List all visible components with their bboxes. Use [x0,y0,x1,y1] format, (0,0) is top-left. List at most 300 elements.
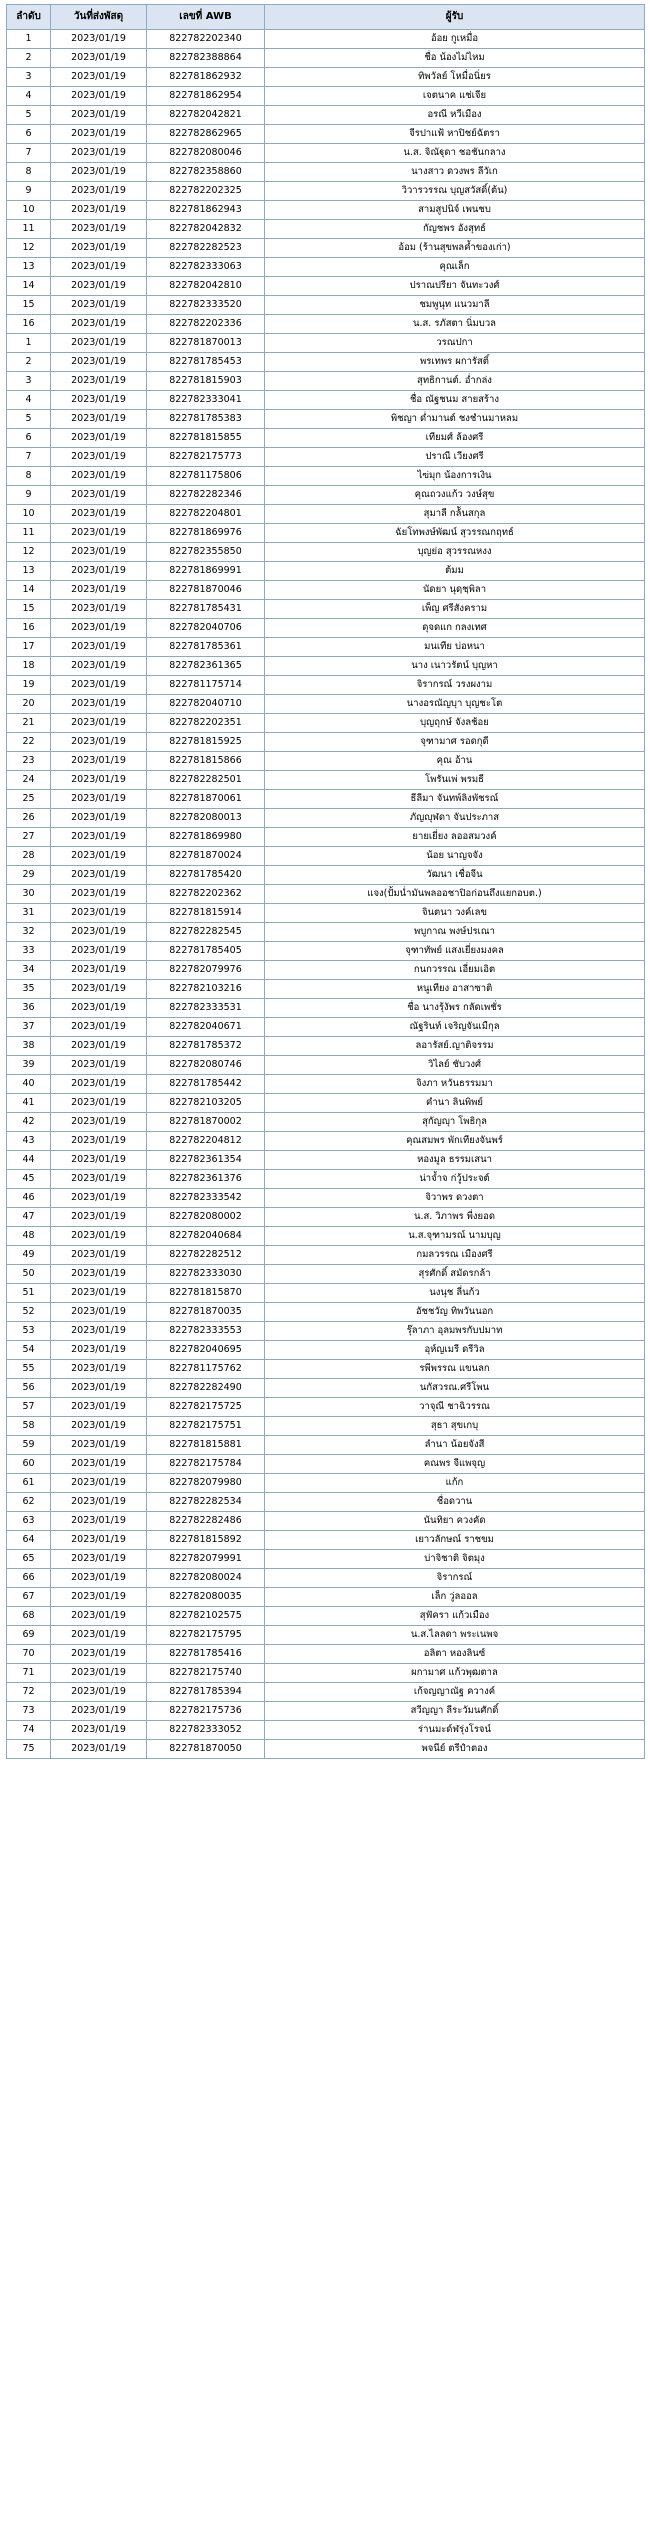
cell-no: 65 [7,1550,51,1569]
cell-recipient: น.ส. วิภาพร พี่งยอด [265,1208,645,1227]
cell-no: 52 [7,1303,51,1322]
cell-recipient: จินตนา วงค์เลข [265,904,645,923]
cell-recipient: น.ส. รภัสตา นิ่มบวล [265,315,645,334]
cell-awb: 822781862954 [147,87,265,106]
cell-ship-date: 2023/01/19 [51,1588,147,1607]
cell-awb: 822782042821 [147,106,265,125]
table-row [7,486,645,505]
cell-recipient: แจง(ปั้มน่ำมันพลออชาปิอก่อนถึงแยกอบต.) [265,885,645,904]
table-row [7,505,645,524]
table-row [7,429,645,448]
table-row [7,1094,645,1113]
cell-recipient: วรณปกา [265,334,645,353]
cell-recipient: ผกามาศ แก้วพุฒตาล [265,1664,645,1683]
cell-awb: 822781862943 [147,201,265,220]
cell-recipient: เพ็ญ ศรีสังคราม [265,600,645,619]
cell-ship-date: 2023/01/19 [51,657,147,676]
cell-no: 58 [7,1417,51,1436]
cell-awb: 822782080035 [147,1588,265,1607]
cell-awb: 822781175714 [147,676,265,695]
cell-recipient: คุณเล็ก [265,258,645,277]
table-row [7,999,645,1018]
cell-ship-date: 2023/01/19 [51,1322,147,1341]
cell-ship-date: 2023/01/19 [51,106,147,125]
cell-no: 15 [7,296,51,315]
cell-no: 61 [7,1474,51,1493]
cell-no: 49 [7,1246,51,1265]
table-row [7,220,645,239]
table-row [7,315,645,334]
cell-awb: 822782080013 [147,809,265,828]
table-row [7,1341,645,1360]
cell-awb: 822781785405 [147,942,265,961]
table-row [7,1265,645,1284]
cell-recipient: จิวาพร ดวงตา [265,1189,645,1208]
cell-ship-date: 2023/01/19 [51,828,147,847]
cell-ship-date: 2023/01/19 [51,771,147,790]
cell-recipient: อรณี หวีเมือง [265,106,645,125]
table-row [7,638,645,657]
cell-ship-date: 2023/01/19 [51,1227,147,1246]
table-row [7,410,645,429]
table-row [7,1531,645,1550]
cell-no: 12 [7,543,51,562]
table-row [7,1417,645,1436]
cell-ship-date: 2023/01/19 [51,1436,147,1455]
table-row [7,1284,645,1303]
table-row [7,1208,645,1227]
cell-recipient: นันทิยา ควงคัด [265,1512,645,1531]
cell-ship-date: 2023/01/19 [51,524,147,543]
cell-recipient: เทียมศ์ ล้องศรี [265,429,645,448]
cell-recipient: แก้ก [265,1474,645,1493]
cell-recipient: เล็ก วู่ลออล [265,1588,645,1607]
cell-ship-date: 2023/01/19 [51,619,147,638]
cell-ship-date: 2023/01/19 [51,1379,147,1398]
cell-recipient: บุญถุกษ์ จังลช้อย [265,714,645,733]
cell-recipient: น.ส.จุฑามรณ์ นามบุญ [265,1227,645,1246]
cell-awb: 822782040706 [147,619,265,638]
cell-awb: 822781815914 [147,904,265,923]
cell-no: 21 [7,714,51,733]
table-row [7,448,645,467]
cell-recipient: จุฑามาศ รอดกุดี [265,733,645,752]
cell-recipient: บุญย่อ สุวรรณหงง [265,543,645,562]
table-row [7,1360,645,1379]
column-header-recipient: ผู้รับ [265,5,645,30]
cell-awb: 822781785453 [147,353,265,372]
cell-awb: 822781815881 [147,1436,265,1455]
cell-ship-date: 2023/01/19 [51,733,147,752]
cell-awb: 822781175762 [147,1360,265,1379]
cell-no: 68 [7,1607,51,1626]
cell-recipient: จิรากรณ์ [265,1569,645,1588]
table-row [7,277,645,296]
cell-no: 44 [7,1151,51,1170]
cell-no: 70 [7,1645,51,1664]
cell-no: 67 [7,1588,51,1607]
table-row [7,847,645,866]
table-row [7,885,645,904]
cell-awb: 822781869980 [147,828,265,847]
table-row [7,1474,645,1493]
cell-no: 25 [7,790,51,809]
cell-awb: 822782080046 [147,144,265,163]
cell-recipient: รพีพรรณ แขนลก [265,1360,645,1379]
cell-no: 29 [7,866,51,885]
table-row [7,1132,645,1151]
cell-awb: 822781785361 [147,638,265,657]
cell-ship-date: 2023/01/19 [51,1151,147,1170]
cell-ship-date: 2023/01/19 [51,1360,147,1379]
table-row [7,1493,645,1512]
cell-no: 1 [7,30,51,49]
table-row [7,1626,645,1645]
table-row [7,296,645,315]
table-row [7,1664,645,1683]
cell-ship-date: 2023/01/19 [51,49,147,68]
cell-awb: 822782175784 [147,1455,265,1474]
cell-no: 50 [7,1265,51,1284]
cell-recipient: เยาวลักษณ์ ราชขม [265,1531,645,1550]
cell-awb: 822782202336 [147,315,265,334]
cell-awb: 822781815892 [147,1531,265,1550]
cell-awb: 822782282346 [147,486,265,505]
table-row [7,1018,645,1037]
cell-awb: 822782202351 [147,714,265,733]
table-row [7,353,645,372]
cell-no: 16 [7,619,51,638]
cell-ship-date: 2023/01/19 [51,676,147,695]
cell-no: 9 [7,182,51,201]
cell-no: 31 [7,904,51,923]
cell-ship-date: 2023/01/19 [51,752,147,771]
table-row [7,467,645,486]
cell-recipient: จิงภา หวันธรรมมา [265,1075,645,1094]
cell-awb: 822781870050 [147,1740,265,1759]
cell-awb: 822781870024 [147,847,265,866]
cell-recipient: ทิพวัลย์ โหมื่อนิ่ยร [265,68,645,87]
cell-recipient: คำนา ลินพิพย์ [265,1094,645,1113]
cell-awb: 822781815870 [147,1284,265,1303]
table-row [7,657,645,676]
cell-ship-date: 2023/01/19 [51,68,147,87]
cell-ship-date: 2023/01/19 [51,182,147,201]
cell-ship-date: 2023/01/19 [51,1170,147,1189]
cell-ship-date: 2023/01/19 [51,505,147,524]
table-row [7,828,645,847]
cell-recipient: วาจุณี ชาฉิวรรณ [265,1398,645,1417]
table-row [7,714,645,733]
cell-recipient: นกัสวรณ.ศรีโพน [265,1379,645,1398]
cell-ship-date: 2023/01/19 [51,1664,147,1683]
cell-no: 69 [7,1626,51,1645]
cell-awb: 822782388864 [147,49,265,68]
cell-recipient: พบูกาณ พงษ์ปรเณา [265,923,645,942]
cell-awb: 822782282545 [147,923,265,942]
cell-ship-date: 2023/01/19 [51,1189,147,1208]
cell-recipient: เจตนาค แช่เจีย [265,87,645,106]
cell-ship-date: 2023/01/19 [51,1493,147,1512]
cell-no: 7 [7,144,51,163]
table-row [7,904,645,923]
cell-recipient: จีรปาแฟ้ หาปิชย์ฉัตรา [265,125,645,144]
table-row [7,68,645,87]
cell-awb: 822782333520 [147,296,265,315]
cell-awb: 822782333542 [147,1189,265,1208]
cell-ship-date: 2023/01/19 [51,1417,147,1436]
table-row [7,1607,645,1626]
cell-no: 19 [7,676,51,695]
cell-awb: 822782282486 [147,1512,265,1531]
cell-no: 16 [7,315,51,334]
cell-recipient: คุณสมพร พักเทียงจันพร์ [265,1132,645,1151]
cell-no: 10 [7,505,51,524]
cell-ship-date: 2023/01/19 [51,1645,147,1664]
cell-ship-date: 2023/01/19 [51,1132,147,1151]
cell-no: 74 [7,1721,51,1740]
cell-ship-date: 2023/01/19 [51,885,147,904]
cell-no: 42 [7,1113,51,1132]
table-row [7,1322,645,1341]
cell-recipient: น.ส.ไลลดา พระเนพจ [265,1626,645,1645]
cell-ship-date: 2023/01/19 [51,866,147,885]
table-row [7,1550,645,1569]
table-row [7,676,645,695]
cell-awb: 822782175773 [147,448,265,467]
cell-recipient: อ้อย กูเหมื่อ [265,30,645,49]
table-row [7,1436,645,1455]
cell-recipient: สุทธิกานต์. อ่ำกล่ง [265,372,645,391]
cell-recipient: อัชชวัญ ทิพวันนอก [265,1303,645,1322]
cell-no: 13 [7,258,51,277]
cell-awb: 822782080002 [147,1208,265,1227]
cell-recipient: ปราณปรียา จันทะวงศ์ [265,277,645,296]
cell-recipient: โพรันเพ่ พรมธี [265,771,645,790]
cell-ship-date: 2023/01/19 [51,1455,147,1474]
cell-ship-date: 2023/01/19 [51,1721,147,1740]
table-row [7,1303,645,1322]
cell-no: 40 [7,1075,51,1094]
cell-no: 38 [7,1037,51,1056]
cell-awb: 822782040684 [147,1227,265,1246]
cell-awb: 822781785420 [147,866,265,885]
cell-awb: 822782204812 [147,1132,265,1151]
cell-ship-date: 2023/01/19 [51,847,147,866]
shipment-table [6,4,645,1759]
table-row [7,1721,645,1740]
cell-ship-date: 2023/01/19 [51,1683,147,1702]
cell-awb: 822782102575 [147,1607,265,1626]
cell-recipient: นัดยา นุดฺชฺพิลา [265,581,645,600]
cell-no: 56 [7,1379,51,1398]
cell-awb: 822781785383 [147,410,265,429]
cell-ship-date: 2023/01/19 [51,410,147,429]
cell-awb: 822781862932 [147,68,265,87]
cell-ship-date: 2023/01/19 [51,87,147,106]
cell-recipient: พิชญา ด่ำมานต์ ชงชำนมาหลม [265,410,645,429]
cell-awb: 822782079976 [147,961,265,980]
cell-no: 53 [7,1322,51,1341]
cell-awb: 822782333531 [147,999,265,1018]
cell-ship-date: 2023/01/19 [51,1094,147,1113]
cell-recipient: นางสาว ดวงพร ลีวัเก [265,163,645,182]
cell-no: 48 [7,1227,51,1246]
cell-recipient: ภัญญุฬดา จันประภาส [265,809,645,828]
table-row [7,1227,645,1246]
cell-no: 14 [7,581,51,600]
cell-ship-date: 2023/01/19 [51,467,147,486]
table-row [7,733,645,752]
cell-ship-date: 2023/01/19 [51,923,147,942]
table-row [7,239,645,258]
cell-no: 60 [7,1455,51,1474]
cell-ship-date: 2023/01/19 [51,1740,147,1759]
cell-no: 37 [7,1018,51,1037]
cell-awb: 822781870035 [147,1303,265,1322]
cell-no: 20 [7,695,51,714]
cell-ship-date: 2023/01/19 [51,1531,147,1550]
cell-no: 51 [7,1284,51,1303]
cell-recipient: ต้มม [265,562,645,581]
cell-ship-date: 2023/01/19 [51,942,147,961]
cell-awb: 822782103216 [147,980,265,999]
cell-recipient: ชื่อ น้องไม่ไหม [265,49,645,68]
cell-ship-date: 2023/01/19 [51,372,147,391]
cell-awb: 822782282523 [147,239,265,258]
cell-recipient: หองมูล ธรรมเสนา [265,1151,645,1170]
cell-awb: 822782282501 [147,771,265,790]
cell-awb: 822782042810 [147,277,265,296]
cell-awb: 822782862965 [147,125,265,144]
cell-no: 64 [7,1531,51,1550]
cell-no: 30 [7,885,51,904]
cell-ship-date: 2023/01/19 [51,1075,147,1094]
cell-no: 2 [7,49,51,68]
cell-no: 35 [7,980,51,999]
cell-ship-date: 2023/01/19 [51,809,147,828]
cell-no: 62 [7,1493,51,1512]
cell-no: 5 [7,410,51,429]
table-row [7,524,645,543]
table-row [7,1740,645,1759]
table-row [7,961,645,980]
cell-ship-date: 2023/01/19 [51,695,147,714]
cell-awb: 822782042832 [147,220,265,239]
cell-ship-date: 2023/01/19 [51,1303,147,1322]
cell-no: 75 [7,1740,51,1759]
cell-no: 43 [7,1132,51,1151]
cell-awb: 822781785372 [147,1037,265,1056]
table-row [7,695,645,714]
cell-awb: 822782103205 [147,1094,265,1113]
table-row [7,809,645,828]
cell-ship-date: 2023/01/19 [51,600,147,619]
cell-recipient: นางอรณัญบุา บุญชะโต [265,695,645,714]
cell-recipient: นงนุช ลี่นก้ว [265,1284,645,1303]
table-row [7,1702,645,1721]
cell-recipient: สุรศักดิ์ สมัดรกล้า [265,1265,645,1284]
cell-awb: 822782079991 [147,1550,265,1569]
cell-recipient: หนูเทียง อาสาซาติ [265,980,645,999]
cell-awb: 822782202362 [147,885,265,904]
cell-awb: 822781869976 [147,524,265,543]
table-row [7,201,645,220]
cell-ship-date: 2023/01/19 [51,391,147,410]
cell-recipient: จุฑาทัพย์ แสงเยี่ยงมงคล [265,942,645,961]
cell-recipient: กนกวรรณ เอี่ยมเอิต [265,961,645,980]
cell-no: 46 [7,1189,51,1208]
cell-awb: 822782333052 [147,1721,265,1740]
cell-awb: 822782040710 [147,695,265,714]
cell-ship-date: 2023/01/19 [51,1208,147,1227]
cell-ship-date: 2023/01/19 [51,30,147,49]
cell-ship-date: 2023/01/19 [51,904,147,923]
table-row [7,106,645,125]
cell-ship-date: 2023/01/19 [51,1265,147,1284]
cell-recipient: น.ส. จิณัฐุดา ชอชันกลาง [265,144,645,163]
cell-recipient: กมลวรรณ เมืองศรี [265,1246,645,1265]
cell-ship-date: 2023/01/19 [51,1341,147,1360]
cell-recipient: ชื่อ นางรุ้งัพร กลัดเพชั่ร [265,999,645,1018]
cell-no: 22 [7,733,51,752]
cell-recipient: น้อย นาญจจัง [265,847,645,866]
cell-no: 7 [7,448,51,467]
cell-recipient: ร่านมะด์ฬรุ่งโรจน์ [265,1721,645,1740]
cell-ship-date: 2023/01/19 [51,1113,147,1132]
cell-awb: 822782333063 [147,258,265,277]
cell-awb: 822782175740 [147,1664,265,1683]
cell-ship-date: 2023/01/19 [51,581,147,600]
column-header-no: ลำดับ [7,5,51,30]
table-row [7,1455,645,1474]
cell-no: 54 [7,1341,51,1360]
cell-awb: 822782202340 [147,30,265,49]
cell-recipient: วิไลย์ ชับวงศ์ [265,1056,645,1075]
cell-ship-date: 2023/01/19 [51,980,147,999]
cell-recipient: สุฟัครา แก้วเมือง [265,1607,645,1626]
table-row [7,334,645,353]
cell-no: 11 [7,524,51,543]
cell-awb: 822782333553 [147,1322,265,1341]
cell-no: 9 [7,486,51,505]
cell-ship-date: 2023/01/19 [51,448,147,467]
table-header-row [7,5,645,30]
cell-recipient: สวีญญา ลีระวัมนศักดิ์ [265,1702,645,1721]
cell-ship-date: 2023/01/19 [51,486,147,505]
table-body [7,30,645,1759]
table-row [7,182,645,201]
table-row [7,1588,645,1607]
column-header-awb: เลขที่ AWB [147,5,265,30]
table-row [7,163,645,182]
cell-no: 4 [7,87,51,106]
cell-no: 1 [7,334,51,353]
cell-recipient: สุกัญญุา โพธิกุล [265,1113,645,1132]
cell-recipient: ชื่อ ณัฐชนม สายสร้าง [265,391,645,410]
cell-recipient: พจนีย์ ตรีปำตอง [265,1740,645,1759]
cell-awb: 822781785394 [147,1683,265,1702]
cell-no: 63 [7,1512,51,1531]
table-row [7,942,645,961]
cell-awb: 822782333030 [147,1265,265,1284]
cell-ship-date: 2023/01/19 [51,638,147,657]
cell-awb: 822782202325 [147,182,265,201]
cell-recipient: ปราณี เวียงศรี [265,448,645,467]
table-row [7,980,645,999]
cell-recipient: จิรากรณ์ วรงผงาม [265,676,645,695]
cell-ship-date: 2023/01/19 [51,1474,147,1493]
